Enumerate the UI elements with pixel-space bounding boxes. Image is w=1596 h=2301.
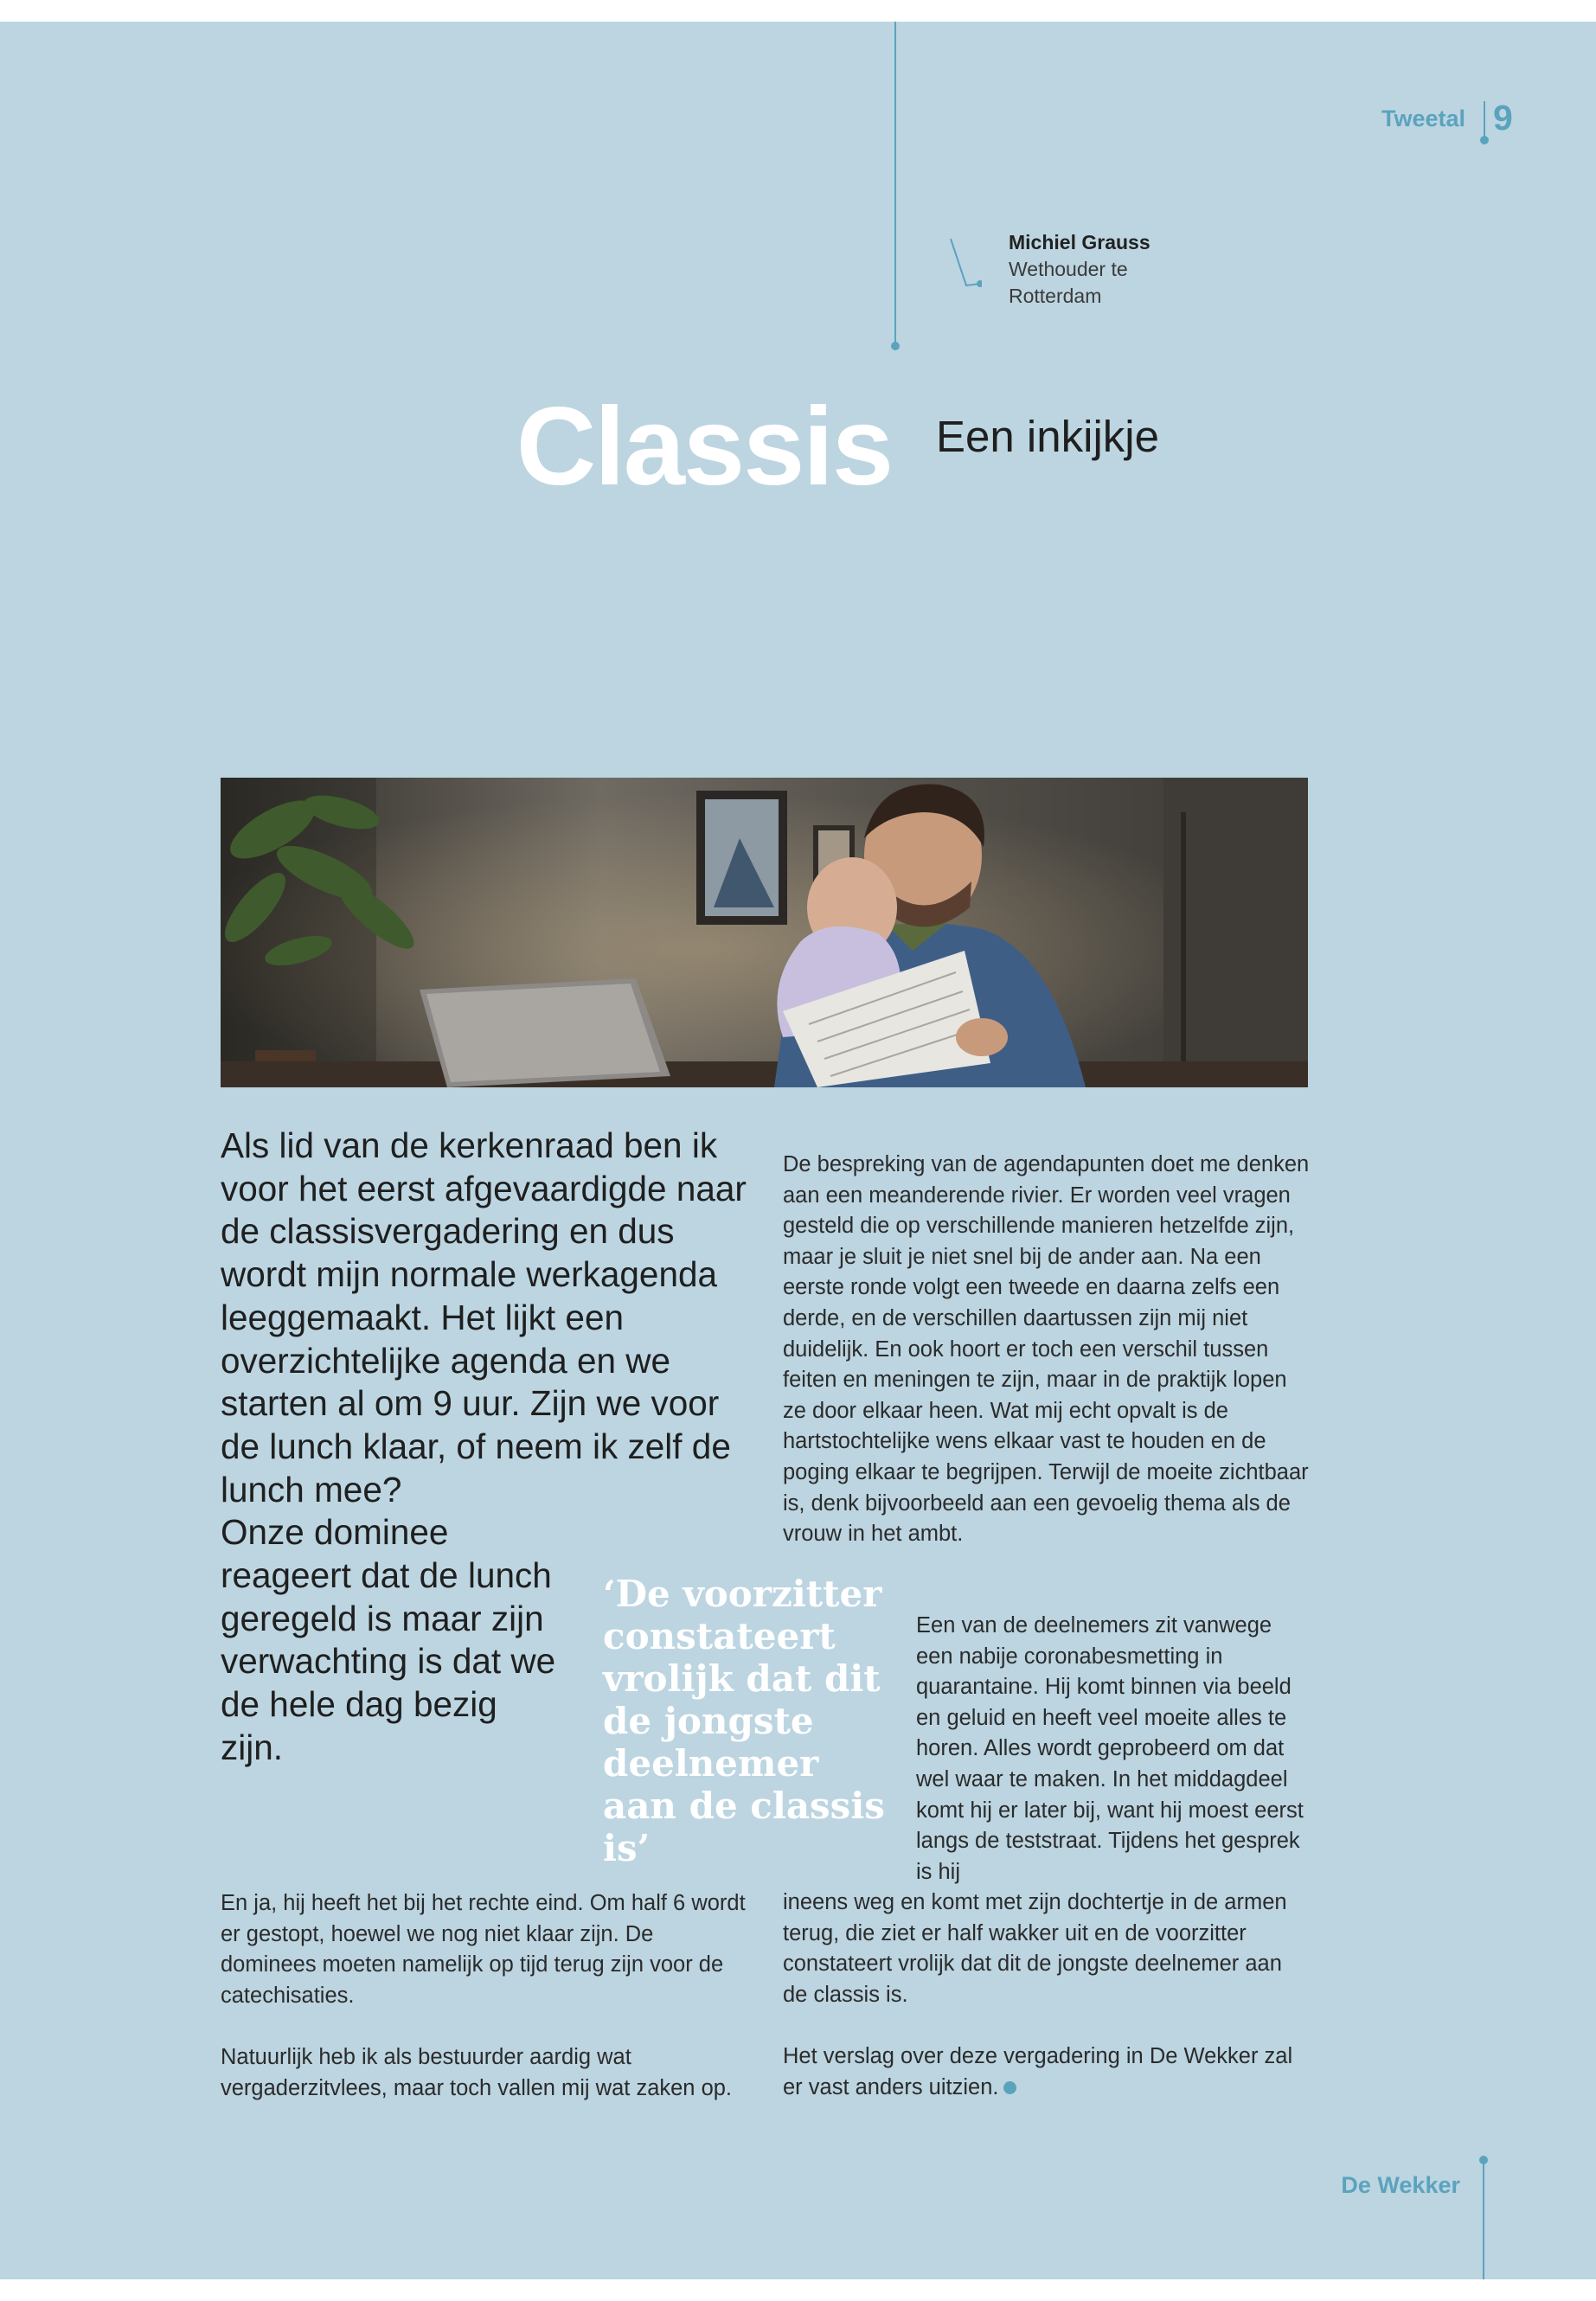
vertical-rule-bottom: [1483, 2160, 1484, 2279]
publication-name: De Wekker: [1341, 2172, 1460, 2198]
body-paragraph: ineens weg en komt met zijn dochtertje in de armen terug, die ziet er half wakker uit en de voorzitter constateert vrolijk dat dit de jongste deelnemer aan de classis is.: [783, 1890, 1287, 2007]
vertical-rule-top: [894, 22, 896, 346]
vertical-rule-dot: [891, 342, 900, 350]
lead-paragraph-part1: Als lid van de kerkenraad ben ik voor het eerst afgevaardigde naar de classisvergadering en dus wordt mijn normale werkagenda leeggemaakt. Het lijkt een overzichtelijke agenda en we starten al om 9 uur. Zijn we voor de lunch klaar, of neem ik zelf de lunch mee?: [221, 1125, 747, 1509]
author-block: [1009, 229, 1225, 310]
body-column-left: [221, 1888, 753, 2135]
body-column-right-end: [783, 1888, 1311, 2103]
photo-illustration: [221, 778, 1308, 1087]
closing-text: Het verslag over deze vergadering in De Wekker zal er vast anders uitzien.: [783, 2043, 1293, 2099]
vertical-rule-dot: [1479, 2156, 1488, 2164]
magazine-page: [0, 22, 1596, 2279]
author-role-line2: Rotterdam: [1009, 285, 1102, 307]
body-paragraph-closing: [783, 2041, 1311, 2103]
lead-paragraph-part2: Onze dominee reageert dat de lunch geregeld is maar zijn verwachting is dat we de hele dag bezig zijn.: [221, 1512, 556, 1767]
article-photo: [221, 778, 1308, 1087]
author-role-line1: Wethouder te: [1009, 258, 1128, 280]
body-paragraph: De bespreking van de agendapunten doet me denken aan een meanderende rivier. Er worden veel vragen gesteld die op verschillende manieren hetzelfde zijn, maar je sluit je niet snel bij de ander aan. Na een eerste ronde volgt een tweede en daarna zelfs een derde, en de verschillen daartussen zijn mij niet duidelijk. En ook hoort er toch een verschil tussen feiten en meningen te zijn, maar in de praktijk lopen ze door elkaar heen. Wat mij echt opvalt is de hartstochtelijke wens elkaar vast te houden en de poging elkaar te begrijpen. Terwijl de moeite zichtbaar is, denk bijvoorbeeld aan een gevoelig thema als de vrouw in het ambt.: [783, 1152, 1310, 1547]
page-number: 9: [1493, 98, 1513, 138]
section-name: Tweetal: [1381, 106, 1465, 131]
page-title: Classis: [516, 385, 892, 509]
pull-quote: ‘De voorzitter constateert vrolijk dat dit de jongste deelnemer aan de classis is’: [603, 1573, 885, 1869]
author-name: Michiel Grauss: [1009, 231, 1151, 253]
body-paragraph: Een van de deelnemers zit vanwege een nabije coronabesmetting in quarantaine. Hij komt binnen via beeld en geluid en heeft veel moeite alles te horen. Alles wordt geprobeerd om dat wel waar te maken. In het middagdeel komt hij er later bij, want hij moest eerst langs de teststraat. Tijdens het gesprek is hij: [916, 1613, 1304, 1884]
author-pointer-icon: [947, 232, 982, 301]
folio-dot: [1480, 136, 1489, 144]
end-mark-icon: [1003, 2081, 1016, 2094]
body-paragraph: Natuurlijk heb ik als bestuurder aardig wat vergaderzitvlees, maar toch vallen mij wat zaken op.: [221, 2044, 733, 2100]
body-paragraph: En ja, hij heeft het bij het rechte eind. Om half 6 wordt er gestopt, hoewel we nog niet klaar zijn. De dominees moeten namelijk op tijd terug zijn voor de catechisaties.: [221, 1891, 746, 2008]
page-subtitle: Een inkijkje: [936, 412, 1159, 461]
